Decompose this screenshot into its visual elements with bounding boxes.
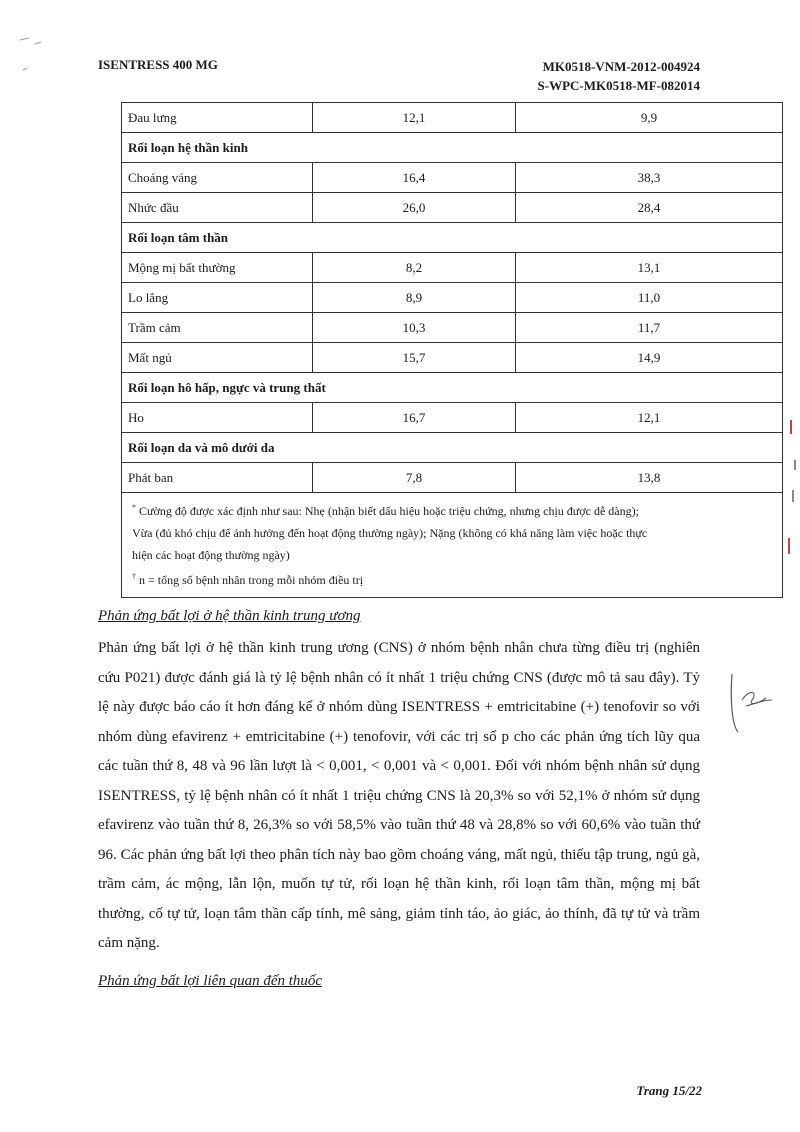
document-code-1: MK0518-VNM-2012-004924	[542, 59, 700, 74]
page-number: Trang 15/22	[636, 1083, 702, 1098]
value-cell-group-1: 10,3	[313, 313, 516, 343]
document-code-2: S-WPC-MK0518-MF-082014	[537, 78, 700, 93]
table-category-row	[122, 223, 783, 253]
value-cell-group-1: 26,0	[313, 193, 516, 223]
value-cell-group-1: 16,4	[313, 163, 516, 193]
term-cell: Trầm cảm	[122, 313, 313, 343]
value-cell-group-2: 11,7	[516, 313, 783, 343]
table-row	[122, 313, 783, 343]
table-category-row	[122, 433, 783, 463]
adverse-reactions-table	[121, 102, 783, 598]
category-label: Rối loạn hô hấp, ngực và trung thất	[122, 373, 783, 403]
table-row	[122, 283, 783, 313]
value-cell-group-1: 7,8	[313, 463, 516, 493]
value-cell-group-2: 9,9	[516, 103, 783, 133]
footnote-1-line-2: Vừa (đủ khó chịu để ảnh hưởng đến hoạt động thường ngày); Nặng (không có khả năng làm việc hoặc thực	[132, 526, 648, 540]
footnote-marker-2: †	[132, 572, 136, 581]
table-footnote-row	[122, 493, 783, 598]
table-row	[122, 253, 783, 283]
category-label: Rối loạn hệ thần kinh	[122, 133, 783, 163]
term-cell: Mộng mị bất thường	[122, 253, 313, 283]
table-footnotes	[122, 493, 783, 598]
section-heading-cns: Phản ứng bất lợi ở hệ thần kinh trung ương	[98, 608, 361, 624]
category-label: Rối loạn da và mô dưới da	[122, 433, 783, 463]
term-cell: Nhức đầu	[122, 193, 313, 223]
value-cell-group-2: 38,3	[516, 163, 783, 193]
table-row	[122, 163, 783, 193]
term-cell: Lo lắng	[122, 283, 313, 313]
footnote-1-line-1: Cường độ được xác định như sau: Nhẹ (nhận biết dấu hiệu hoặc triệu chứng, nhưng chịu được dễ dàng);	[139, 504, 639, 518]
value-cell-group-2: 13,1	[516, 253, 783, 283]
value-cell-group-1: 15,7	[313, 343, 516, 373]
term-cell: Mất ngủ	[122, 343, 313, 373]
value-cell-group-2: 11,0	[516, 283, 783, 313]
value-cell-group-2: 12,1	[516, 403, 783, 433]
table-row	[122, 403, 783, 433]
table-row	[122, 343, 783, 373]
value-cell-group-2: 14,9	[516, 343, 783, 373]
cns-paragraph: Phản ứng bất lợi ở hệ thần kinh trung ương (CNS) ở nhóm bệnh nhân chưa từng điều trị (nghiên cứu P021) được đánh giá là tỷ lệ bệnh nhân có ít nhất 1 triệu chứng CNS (được mô tả sau đây). Tỷ lệ này được báo cáo ít hơn đáng kể ở nhóm dùng ISENTRESS + emtricitabine (+) tenofovir so với nhóm dùng efavirenz + emtricitabine (+) tenofovir, với các trị số p cho các phản ứng tích lũy qua các tuần thứ 8, 48 và 96 lần lượt là < 0,001, < 0,001 và < 0,001. Đối với nhóm bệnh nhân sử dụng ISENTRESS, tỷ lệ bệnh nhân có ít nhất 1 triệu chứng CNS là 20,3% so với 52,1% ở nhóm sử dụng efavirenz vào tuần thứ 8, 26,3% so với 58,5% vào tuần thứ 48 và 28,8% so với 60,6% vào tuần thứ 96. Các phản ứng bất lợi theo phân tích này bao gồm choáng váng, mất ngủ, thiếu tập trung, ngủ gà, trầm cảm, ác mộng, lẫn lộn, muốn tự tử, rối loạn hệ thần kinh, rối loạn tâm thần, mộng mị bất thường, cố tự tử, loạn tâm thần cấp tính, mê sảng, giảm tỉnh táo, ảo giác, ảo thính, đã tự tử và trầm cảm nặng.	[98, 640, 700, 951]
footnote-marker-1: *	[132, 503, 136, 512]
handwritten-signature	[728, 670, 778, 740]
table-body	[122, 103, 783, 493]
product-name: ISENTRESS 400 MG	[98, 57, 218, 72]
value-cell-group-1: 12,1	[313, 103, 516, 133]
value-cell-group-2: 13,8	[516, 463, 783, 493]
footnote-1	[132, 497, 774, 522]
footnote-2-text: n = tổng số bệnh nhân trong mỗi nhóm điều trị	[139, 573, 364, 587]
document-codes	[538, 57, 700, 95]
section-heading-drug-related: Phản ứng bất lợi liên quan đến thuốc	[98, 973, 323, 989]
value-cell-group-1: 8,2	[313, 253, 516, 283]
table-category-row	[122, 373, 783, 403]
table-row	[122, 463, 783, 493]
value-cell-group-1: 16,7	[313, 403, 516, 433]
category-label: Rối loạn tâm thần	[122, 223, 783, 253]
footnote-1-line-3: hiện các hoạt động thường ngày)	[132, 548, 290, 562]
term-cell: Phát ban	[122, 463, 313, 493]
term-cell: Ho	[122, 403, 313, 433]
table-row	[122, 103, 783, 133]
scan-speck-marks	[15, 30, 65, 90]
term-cell: Choáng váng	[122, 163, 313, 193]
footnote-2	[132, 566, 774, 591]
table-category-row	[122, 133, 783, 163]
value-cell-group-2: 28,4	[516, 193, 783, 223]
term-cell: Đau lưng	[122, 103, 313, 133]
table-row	[122, 193, 783, 223]
value-cell-group-1: 8,9	[313, 283, 516, 313]
edge-margin-marks	[780, 420, 800, 560]
